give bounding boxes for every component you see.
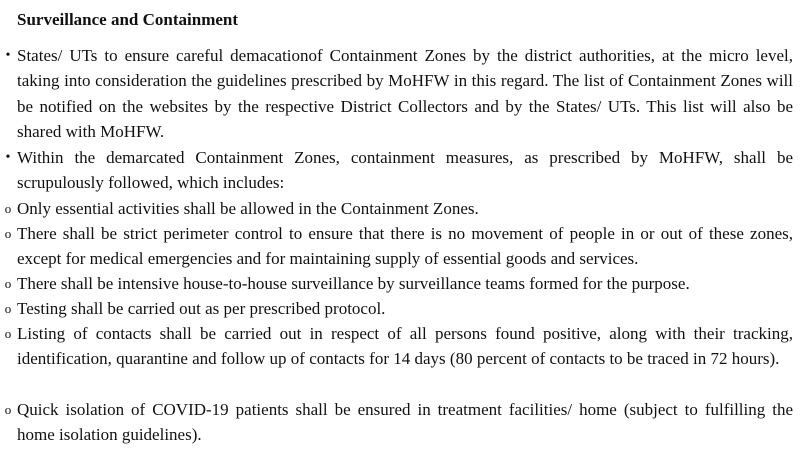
bullet-circle-icon: o — [4, 326, 12, 341]
list-item-text: Within the demarcated Containment Zones, containment measures, as prescribed by MoHFW, shall be scrupulously followed, which includes: — [17, 148, 793, 193]
bullet-circle-icon: o — [4, 301, 12, 316]
list-item-text: Testing shall be carried out as per prescribed protocol. — [17, 299, 386, 318]
section-heading: Surveillance and Containment — [17, 10, 239, 29]
list-item-text: Quick isolation of COVID-19 patients shall be ensured in treatment facilities/ home (subject to fulfilling the home isolation guidelines). — [17, 400, 793, 445]
list-item-text: Listing of contacts shall be carried out in respect of all persons found positive, along with their tracking, identification, quarantine and follow up of contacts for 14 days (80 percent of contacts to be traced in 72 hours). — [17, 324, 793, 369]
list-item-text: Only essential activities shall be allowed in the Containment Zones. — [17, 199, 479, 218]
list-item-text: States/ UTs to ensure careful demacationof Containment Zones by the district authorities, at the micro level, taking into consideration the guidelines prescribed by MoHFW in this regard. The list of Containment Zones will be notified on the websites by the respective District Collectors and by the States/ UTs. This list will also be shared with MoHFW. — [17, 46, 793, 141]
bullet-circle-icon: o — [4, 276, 12, 291]
bullet-disc-icon: • — [5, 150, 11, 165]
bullet-circle-icon: o — [4, 402, 12, 417]
bullet-circle-icon: o — [4, 201, 12, 216]
list-item-text: There shall be intensive house-to-house surveillance by surveillance teams formed for the purpose. — [17, 274, 690, 293]
list-item-text: There shall be strict perimeter control to ensure that there is no movement of people in or out of these zones, except for medical emergencies and for maintaining supply of essential goods and services. — [17, 224, 793, 269]
bullet-disc-icon: • — [5, 48, 11, 63]
bullet-circle-icon: o — [4, 226, 12, 241]
